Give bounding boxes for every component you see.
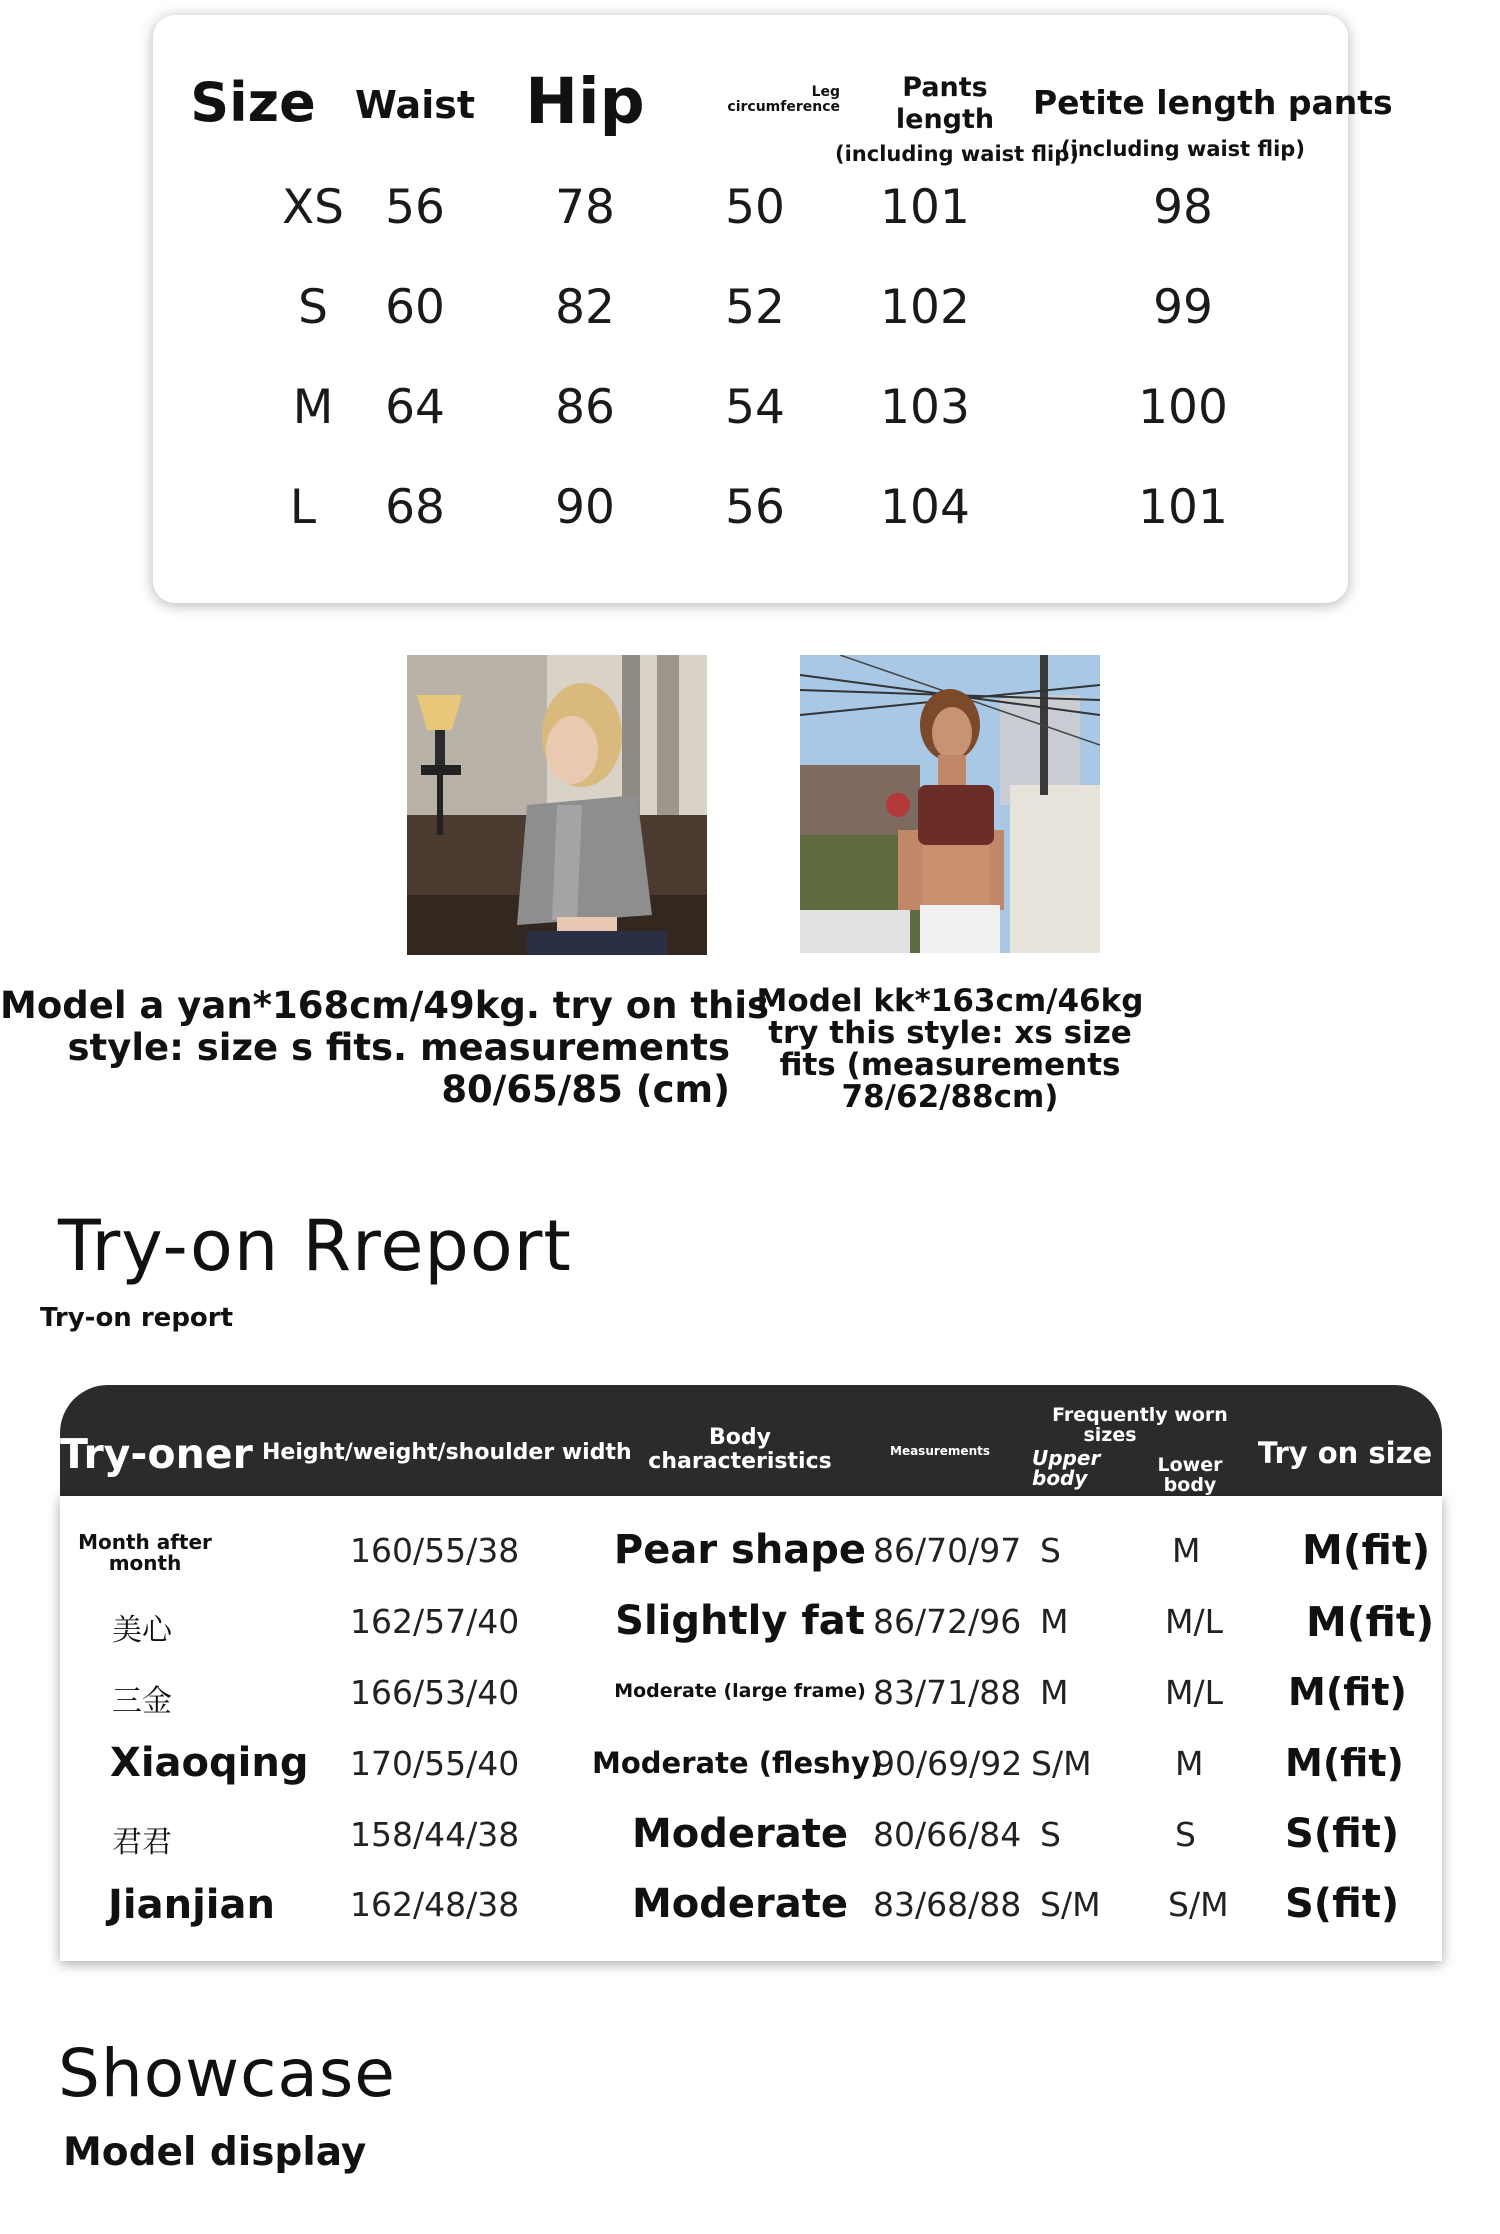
tryon-row-3-hws: 166/53/40 — [350, 1673, 520, 1712]
showcase-subtitle: Model display — [63, 2130, 367, 2175]
waist-header: Waist — [354, 83, 475, 127]
measurements-header: Measurements — [890, 1444, 990, 1458]
upper-body-header — [1022, 1448, 1102, 1488]
pants-header-line1: Pants — [902, 72, 988, 103]
tryon-row-2-body: Slightly fat — [615, 1598, 865, 1644]
tryon-row-1-upper: S — [1040, 1531, 1061, 1570]
size-row-m-hip: 86 — [555, 380, 615, 435]
tryon-row-4-name: Xiaoqing — [110, 1740, 309, 1786]
tryon-row-5-hws: 158/44/38 — [350, 1815, 520, 1854]
upper-header-line1: Upper — [1032, 1446, 1101, 1470]
body-header-line1: Body — [709, 1425, 771, 1450]
model-yan-caption-line3: 80/65/85 (cm) — [441, 1068, 730, 1111]
size-row-xs-leg: 50 — [725, 180, 785, 235]
size-header: Size — [190, 71, 316, 134]
petite-header-sub: (including waist flip) — [1061, 137, 1305, 161]
size-row-s-petite: 99 — [1153, 280, 1213, 335]
pants-header-sub: (including waist flip) — [835, 142, 1079, 166]
lower-body-header — [1150, 1455, 1230, 1495]
size-row-s-pants: 102 — [880, 280, 970, 335]
tryon-row-1-name-line1: Month after — [78, 1530, 212, 1554]
pants-header-line2: length — [895, 104, 995, 135]
tryoner-header: Try-oner — [60, 1430, 253, 1478]
tryon-row-6-lower: S/M — [1168, 1885, 1229, 1924]
tryon-row-6-name: Jianjian — [108, 1882, 275, 1928]
leg-circumference-header — [670, 85, 840, 115]
tryon-row-4-body: Moderate (fleshy) — [592, 1746, 884, 1780]
pants-length-header — [835, 72, 1079, 170]
tryon-row-5-body: Moderate — [631, 1811, 848, 1857]
model-kk-caption-line4: 78/62/88cm) — [841, 1079, 1059, 1115]
tryon-row-3-meas: 83/71/88 — [873, 1673, 1022, 1712]
tryon-row-4-lower: M — [1175, 1744, 1204, 1783]
size-row-xs-pants: 101 — [880, 180, 970, 235]
size-row-m-pants: 103 — [880, 380, 970, 435]
tryon-row-5-fit: S(fit) — [1285, 1811, 1400, 1857]
model-yan-caption-line2: style: size s fits. measurements — [67, 1026, 730, 1069]
tryon-row-1-name — [60, 1532, 230, 1574]
tryon-row-6-fit: S(fit) — [1285, 1881, 1400, 1927]
upper-header-line2: body — [1032, 1466, 1088, 1490]
tryon-row-4-meas: 90/69/92 — [874, 1744, 1023, 1783]
tryon-row-3-body: Moderate (large frame) — [614, 1680, 866, 1702]
model-kk-caption-line1: Model kk*163cm/46kg — [756, 983, 1144, 1019]
tryon-row-5-lower: S — [1175, 1815, 1196, 1854]
size-row-xs-hip: 78 — [555, 180, 615, 235]
hws-header: Height/weight/shoulder width — [262, 1440, 632, 1465]
tryon-row-3-fit: M(fit) — [1288, 1670, 1407, 1714]
showcase-title: Showcase — [58, 2035, 396, 2112]
tryon-row-1-lower: M — [1172, 1531, 1201, 1570]
lower-header-line2: body — [1163, 1474, 1217, 1496]
size-row-m-waist: 64 — [385, 380, 445, 435]
tryon-row-5-meas: 80/66/84 — [873, 1815, 1022, 1854]
tryon-row-3-name: 三金 — [112, 1684, 172, 1719]
lower-header-line1: Lower — [1157, 1454, 1223, 1476]
try-on-size-header: Try on size — [1257, 1436, 1433, 1470]
leg-header-line1: Leg — [811, 84, 840, 100]
tryon-row-3-upper: M — [1040, 1673, 1069, 1712]
leg-header-line2: circumference — [727, 99, 840, 115]
tryon-row-4-upper: S/M — [1031, 1744, 1092, 1783]
size-row-s-hip: 82 — [555, 280, 615, 335]
model-kk-caption-line2: try this style: xs size — [768, 1015, 1132, 1051]
freq-header-line1: Frequently worn — [1052, 1404, 1228, 1426]
size-chart-card — [153, 15, 1393, 603]
size-row-l-size: L — [289, 480, 317, 535]
tryon-row-2-name: 美心 — [112, 1613, 172, 1648]
size-row-m-leg: 54 — [725, 380, 785, 435]
tryon-row-2-fit: M(fit) — [1306, 1598, 1435, 1646]
tryon-row-1-meas: 86/70/97 — [873, 1531, 1022, 1570]
tryon-row-2-upper: M — [1040, 1602, 1069, 1641]
tryon-row-1-fit: M(fit) — [1302, 1526, 1431, 1574]
tryon-row-1-name-line2: month — [108, 1551, 182, 1575]
tryon-row-1-body: Pear shape — [613, 1527, 867, 1573]
hip-header: Hip — [525, 65, 645, 138]
size-row-s-size: S — [298, 280, 328, 335]
size-row-xs-size: XS — [281, 180, 345, 235]
tryon-row-2-meas: 86/72/96 — [873, 1602, 1022, 1641]
body-header-line2: characteristics — [648, 1449, 832, 1474]
body-characteristics-header — [630, 1426, 850, 1474]
tryon-row-2-lower: M/L — [1165, 1602, 1223, 1641]
size-row-l-pants: 104 — [880, 480, 970, 535]
size-row-xs-petite: 98 — [1153, 180, 1213, 235]
petite-length-header — [1033, 82, 1393, 170]
size-row-l-hip: 90 — [555, 480, 615, 535]
tryon-row-3-lower: M/L — [1165, 1673, 1223, 1712]
size-row-s-leg: 52 — [725, 280, 785, 335]
model-kk-caption — [740, 985, 1160, 1113]
petite-header-line1: Petite length pants — [1033, 83, 1393, 122]
tryon-report-subtitle: Try-on report — [40, 1303, 234, 1333]
model-kk-caption-line3: fits (measurements — [779, 1047, 1121, 1083]
tryon-row-6-meas: 83/68/88 — [873, 1885, 1022, 1924]
freq-header-line2: sizes — [1083, 1424, 1137, 1446]
tryon-row-4-fit: M(fit) — [1285, 1741, 1404, 1785]
size-row-m-size: M — [292, 380, 334, 435]
tryon-row-2-hws: 162/57/40 — [350, 1602, 520, 1641]
size-row-l-waist: 68 — [385, 480, 445, 535]
frequent-sizes-header — [1030, 1405, 1250, 1445]
model-yan-caption-line1: Model a yan*168cm/49kg. try on this — [0, 984, 770, 1027]
size-row-m-petite: 100 — [1138, 380, 1228, 435]
size-row-l-petite: 101 — [1138, 480, 1228, 535]
tryon-row-5-upper: S — [1040, 1815, 1061, 1854]
size-row-s-waist: 60 — [385, 280, 445, 335]
tryon-row-6-body: Moderate — [631, 1881, 848, 1927]
tryon-row-4-hws: 170/55/40 — [350, 1744, 520, 1783]
size-row-l-leg: 56 — [725, 480, 785, 535]
tryon-row-1-hws: 160/55/38 — [350, 1531, 520, 1570]
tryon-row-5-name: 君君 — [112, 1825, 172, 1860]
tryon-row-6-upper: S/M — [1040, 1885, 1101, 1924]
tryon-row-6-hws: 162/48/38 — [350, 1885, 520, 1924]
tryon-report-title: Try-on Rreport — [58, 1205, 572, 1287]
model-yan-photo — [407, 655, 707, 955]
size-row-xs-waist: 56 — [385, 180, 445, 235]
model-yan-caption — [0, 984, 770, 1111]
model-kk-photo — [800, 655, 1100, 953]
